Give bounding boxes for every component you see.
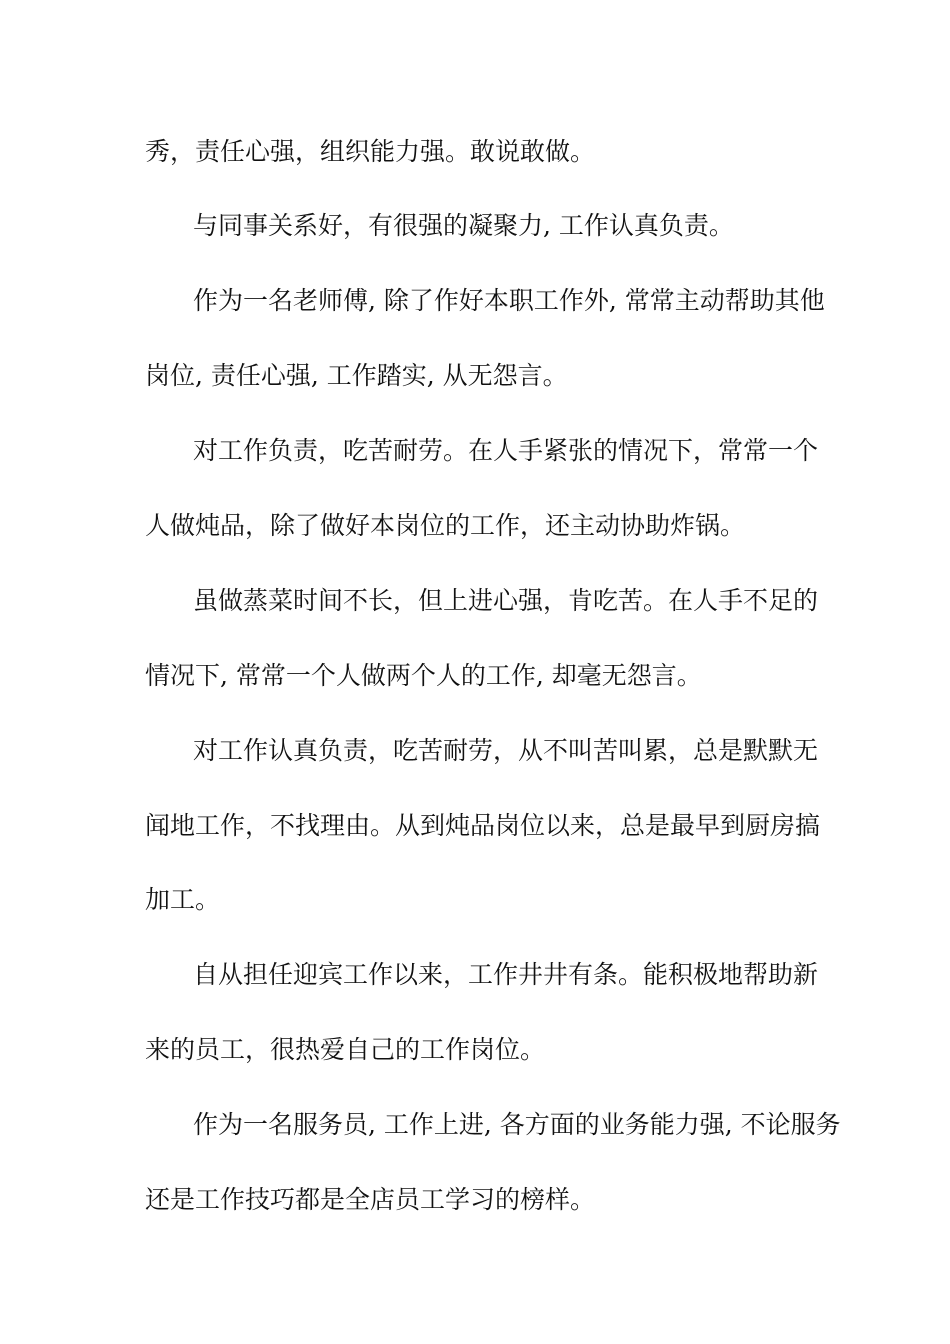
- text-line: 秀，责任心强，组织能力强。敢说敢做。: [145, 137, 596, 166]
- text-line: 作为一名服务员, 工作上进, 各方面的业务能力强, 不论服务: [193, 1110, 841, 1139]
- text-line: 加工。: [145, 885, 221, 914]
- text-line: 岗位, 责任心强, 工作踏实, 从无怨言。: [145, 361, 568, 390]
- text-line: 情况下, 常常一个人做两个人的工作, 却毫无怨言。: [145, 661, 702, 690]
- text-line: 对工作负责，吃苦耐劳。在人手紧张的情况下，常常一个: [193, 436, 819, 465]
- text-line: 闻地工作，不找理由。从到炖品岗位以来，总是最早到厨房搞: [145, 811, 821, 840]
- text-line: 自从担任迎宾工作以来，工作井井有条。能积极地帮助新: [193, 960, 819, 989]
- text-line: 与同事关系好，有很强的凝聚力, 工作认真负责。: [193, 211, 734, 240]
- text-line: 人做炖品，除了做好本岗位的工作，还主动协助炸锅。: [145, 511, 746, 540]
- text-line: 还是工作技巧都是全店员工学习的榜样。: [145, 1185, 596, 1214]
- text-line: 作为一名老师傅, 除了作好本职工作外, 常常主动帮助其他: [193, 286, 825, 315]
- text-line: 虽做蒸菜时间不长，但上进心强，肯吃苦。在人手不足的: [193, 586, 819, 615]
- text-line: 对工作认真负责，吃苦耐劳，从不叫苦叫累，总是默默无: [193, 736, 819, 765]
- text-line: 来的员工，很热爱自己的工作岗位。: [145, 1035, 546, 1064]
